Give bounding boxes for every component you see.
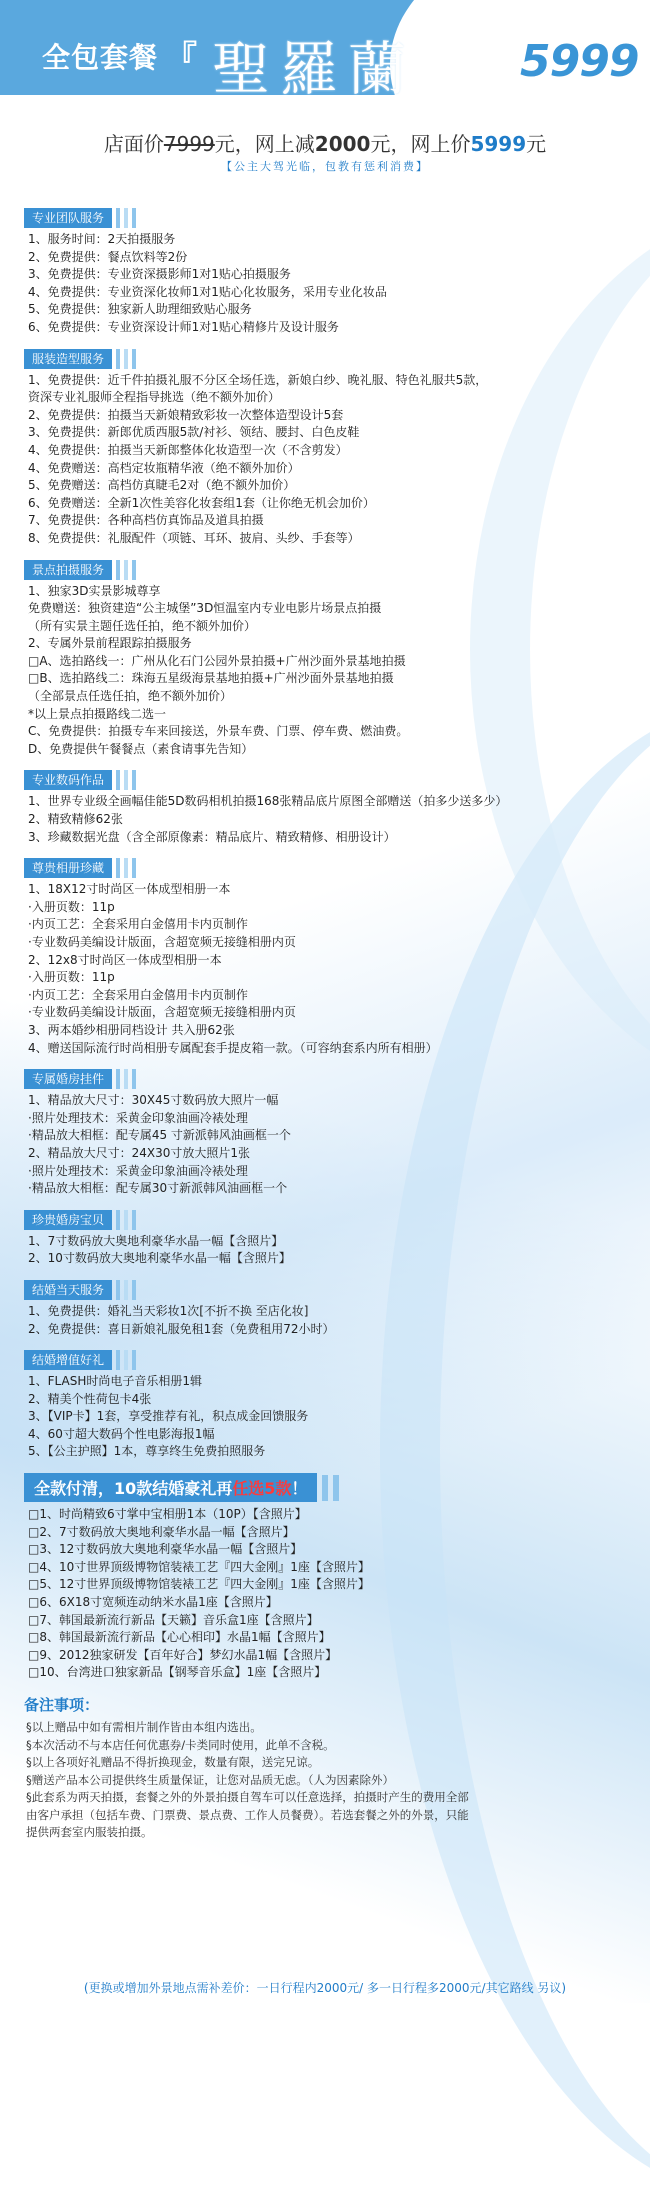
bonus-tail: ！ (291, 1479, 308, 1499)
title-accent-bar (333, 1475, 339, 1501)
section-item: ·专业数码美编设计版面，含超宽频无接缝相册内页 (28, 1005, 296, 1020)
title-accent-bar (116, 1350, 120, 1370)
section-title: 专业数码作品 (24, 770, 112, 790)
footer-note: (更换或增加外景地点需补差价：一日行程内2000元/ 多一日行程多2000元/其它路线 另议) (83, 1981, 567, 1995)
title-accent-bar (124, 858, 128, 878)
section-item: 6、免费赠送：全新1次性美容化妆套组1套（让你绝无机会加价） (28, 495, 375, 510)
bonus-option[interactable]: □9、2012独家研发【百年好合】梦幻水晶1幅【含照片】 (28, 1647, 338, 1662)
header-price: 5999 (520, 36, 639, 87)
section-item: （全部景点任选任拍，绝不额外加价） (28, 689, 233, 704)
section-header (24, 560, 634, 580)
price-line (0, 128, 650, 157)
section-title: 专业团队服务 (24, 208, 112, 228)
section-title: 服装造型服务 (24, 349, 112, 369)
title-accent-bar (132, 858, 136, 878)
section-item: 6、免费提供：专业资深设计师1对1贴心精修片及设计服务 (28, 319, 339, 334)
section-item: 8、免费提供：礼服配件（项链、耳环、披肩、头纱、手套等） (28, 530, 360, 545)
section-title: 结婚增值好礼 (24, 1350, 112, 1370)
section-item: 4、赠送国际流行时尚相册专属配套手提皮箱一款。（可容纳套系内所有相册） (28, 1040, 438, 1055)
title-accent-bar (116, 349, 120, 369)
bonus-highlight: 任选5款 (232, 1479, 292, 1499)
section-item: 3、【VIP卡】1套，享受推荐有礼，积点成金回馈服务 (28, 1409, 309, 1424)
section (24, 770, 634, 846)
online-price-label: 元，网上价 (370, 132, 471, 156)
section-item: 4、60寸超大数码个性电影海报1幅 (28, 1426, 215, 1441)
section-item: 5、免费赠送：高档仿真睫毛2对（绝不额外加价） (28, 478, 296, 493)
section (24, 560, 634, 759)
section-item: C、免费提供：拍摄专车来回接送，外景车费、门票、停车费、燃油费。 (28, 724, 409, 739)
bonus-option[interactable]: □7、韩国最新流行新品【天籁】音乐盒1座【含照片】 (28, 1612, 319, 1627)
bonus-title (24, 1473, 317, 1502)
bonus-option[interactable]: □3、12寸数码放大奥地利豪华水晶一幅【含照片】 (28, 1542, 303, 1557)
section (24, 1210, 634, 1268)
note-item: §以上各项好礼赠品不得折换现金，数量有限，送完兄谅。 (26, 1755, 320, 1769)
section-item: 1、服务时间：2天拍摄服务 (28, 232, 176, 246)
note-item: §此套系为两天拍摄，套餐之外的外景拍摄自驾车可以任意选择，拍摄时产生的费用全部 (26, 1790, 469, 1804)
slogan: 【公主大驾光临，包教有惩利消费】 (221, 160, 429, 173)
title-accent-bar (124, 1350, 128, 1370)
section (24, 858, 634, 1057)
notes-section (24, 1694, 634, 1842)
note-item: 由客户承担（包括车费、门票费、景点费、工作人员餐费）。若选套餐之外的外景，只能 (26, 1807, 469, 1822)
title-accent-bar (132, 208, 136, 228)
section-item: ·专业数码美编设计版面，含超宽频无接缝相册内页 (28, 935, 296, 949)
section-header (24, 858, 634, 878)
section-item: 2、精品放大尺寸：24X30寸放大照片1张 (28, 1145, 251, 1160)
section-item: 资深专业礼服师全程指导挑选（绝不额外加价） (28, 390, 281, 405)
section-item: D、免费提供午餐餐点（素食请事先告知） (28, 741, 254, 756)
section-item: □B、选拍路线二：珠海五星级海景基地拍摄+广州沙面外景基地拍摄 (28, 671, 394, 686)
title-accent-bar (116, 858, 120, 878)
title-accent-bar (116, 560, 120, 580)
title-accent-bar (124, 770, 128, 790)
title-accent-bar (116, 1210, 120, 1230)
section-item: （所有实景主题任选任拍，绝不额外加价） (28, 618, 257, 633)
title-accent-bar (124, 1280, 128, 1300)
section-item: ·精品放大相框：配专属30寸新派韩风油画框一个 (28, 1181, 288, 1196)
section-item: 4、免费提供：专业资深化妆师1对1贴心化妆服务，采用专业化妆品 (28, 284, 387, 299)
sections-container (24, 208, 634, 1842)
title-accent-bar (132, 560, 136, 580)
currency-unit: 元 (526, 132, 547, 156)
note-item: §本次活动不与本店任何优惠券/卡类同时使用，此单不含税。 (26, 1737, 335, 1752)
section-item: 5、【公主护照】1本，尊享终生免费拍照服务 (28, 1444, 266, 1459)
discount-value: 2000 (314, 132, 371, 156)
section-item: 2、精致精修62张 (28, 812, 123, 827)
section-title: 景点拍摄服务 (24, 560, 112, 580)
online-price-value: 5999 (470, 132, 527, 156)
section-item: 免费赠送：独资建造“公主城堡”3D恒温室内专业电影片场景点拍摄 (28, 601, 382, 616)
header-banner (0, 0, 650, 95)
title-accent-bar (124, 1210, 128, 1230)
bonus-option[interactable]: □10、台湾进口独家新品【钢琴音乐盒】1座【含照片】 (28, 1665, 327, 1680)
title-accent-bar (124, 560, 128, 580)
section-title: 结婚当天服务 (24, 1280, 112, 1300)
bonus-option[interactable]: □4、10寸世界顶级博物馆装裱工艺『四大金刚』1座【含照片】 (28, 1559, 370, 1574)
section-title: 尊贵相册珍藏 (24, 858, 112, 878)
bonus-option[interactable]: □1、时尚精致6寸掌中宝相册1本（10P）【含照片】 (28, 1507, 307, 1522)
note-item: §以上赠品中如有需相片制作皆由本组内选出。 (26, 1720, 262, 1734)
section-item: 1、7寸数码放大奥地利豪华水晶一幅【含照片】 (28, 1233, 284, 1248)
section-item: 1、独家3D实景影城尊享 (28, 583, 161, 598)
section (24, 1069, 634, 1198)
package-name: 聖羅蘭 (212, 35, 417, 95)
bonus-option[interactable]: □6、6X18寸宽频连动纳米水晶1座【含照片】 (28, 1595, 278, 1610)
section-item: 1、FLASH时尚电子音乐相册1辑 (28, 1374, 202, 1389)
title-accent-bar (132, 1350, 136, 1370)
title-accent-bar (132, 1280, 136, 1300)
section-item: ·照片处理技术：采黄金印象油画冷裱处理 (28, 1163, 248, 1178)
section (24, 349, 634, 548)
section-item: 2、精美个性荷包卡4张 (28, 1391, 152, 1406)
section-item: 7、免费提供：各种高档仿真饰品及道具拍摄 (28, 513, 264, 528)
section-item: ·照片处理技术：采黄金印象油画冷裱处理 (28, 1110, 248, 1125)
section (24, 1350, 634, 1461)
section-item: ·精品放大相框：配专属45 寸新派韩风油画框一个 (28, 1128, 291, 1143)
notes-title: 备注事项： (24, 1696, 100, 1714)
note-item: §赠送产品本公司提供终生质量保证，让您对品质无虑。（人为因素除外） (26, 1772, 394, 1787)
bonus-header (24, 1473, 634, 1502)
store-price-label: 店面价 (103, 132, 164, 156)
section-header (24, 770, 634, 790)
section-item: ·入册页数：11p (28, 970, 115, 985)
section-item: 4、免费赠送：高档定妆瓶精华液（绝不额外加价） (28, 460, 300, 475)
title-accent-bar (124, 1069, 128, 1089)
section-item: 2、免费提供：拍摄当天新娘精致彩妆一次整体造型设计5套 (28, 407, 344, 422)
note-item: 提供两套室内服装拍摄。 (26, 1825, 153, 1839)
title-accent-bar (132, 349, 136, 369)
title-accent-bar (132, 1069, 136, 1089)
section-item: ·内页工艺：全套采用白金僖用卡内页制作 (28, 987, 248, 1002)
title-accent-bar (116, 208, 120, 228)
section-item: 1、精品放大尺寸：30X45寸数码放大照片一幅 (28, 1093, 279, 1108)
bonus-option[interactable]: □2、7寸数码放大奥地利豪华水晶一幅【含照片】 (28, 1524, 295, 1539)
title-accent-bar (132, 770, 136, 790)
package-label: 全包套餐 (42, 41, 159, 74)
section-item: 2、专属外景前程跟踪拍摄服务 (28, 636, 192, 651)
title-accent-bar (116, 770, 120, 790)
section-item: *以上景点拍摄路线二选一 (28, 706, 167, 721)
section-item: 2、12x8寸时尚区一体成型相册一本 (28, 952, 222, 967)
title-accent-bar (124, 208, 128, 228)
section-header (24, 349, 634, 369)
section-item: 3、免费提供：专业资深摄影师1对1贴心拍摄服务 (28, 267, 291, 282)
bracket-close: 』 (440, 38, 473, 76)
section-item: 1、免费提供：婚礼当天彩妆1次[不折不换 至店化妆] (28, 1303, 309, 1318)
section-item: 2、免费提供：喜日新娘礼服免租1套（免费租用72小时） (28, 1321, 335, 1336)
section-item: 2、免费提供：餐点饮料等2份 (28, 249, 188, 264)
title-accent-bar (116, 1069, 120, 1089)
title-accent-bar (116, 1280, 120, 1300)
section-header (24, 1069, 634, 1089)
section-item: 5、免费提供：独家新人助理细致贴心服务 (28, 302, 252, 317)
bonus-section (24, 1473, 634, 1682)
store-price-value: 7999 (163, 132, 215, 156)
discount-label: 元，网上减 (214, 132, 315, 156)
section-item: 1、18X12寸时尚区一体成型相册一本 (28, 882, 231, 897)
section-item: 4、免费提供：拍摄当天新郎整体化妆造型一次（不含剪发） (28, 442, 348, 457)
title-accent-bar (322, 1475, 328, 1501)
section-item: 3、珍藏数据光盘（含全部原像素：精品底片、精致精修、相册设计） (28, 829, 396, 844)
section-item: ·内页工艺：全套采用白金僖用卡内页制作 (28, 917, 248, 932)
bonus-lead: 全款付清，10款结婚豪礼再 (34, 1479, 233, 1499)
section-header (24, 1280, 634, 1300)
section-item: ·入册页数：11p (28, 899, 115, 914)
section-item: 1、世界专业级全画幅佳能5D数码相机拍摄168张精品底片原图全部赠送（拍多少送多少） (28, 794, 508, 809)
title-accent-bar (132, 1210, 136, 1230)
section-item: 3、免费提供：新郎优质西服5款/衬衫、领结、腰封、白色皮鞋 (28, 425, 360, 440)
section-header (24, 208, 634, 228)
bracket-open: 『 (165, 38, 198, 76)
title-accent-bar (124, 349, 128, 369)
section-header (24, 1210, 634, 1230)
section-item: 2、10寸数码放大奥地利豪华水晶一幅【含照片】 (28, 1251, 291, 1266)
section-title: 珍贵婚房宝贝 (24, 1210, 112, 1230)
section (24, 208, 634, 337)
section-header (24, 1350, 634, 1370)
section (24, 1280, 634, 1338)
section-item: □A、选拍路线一：广州从化石门公园外景拍摄+广州沙面外景基地拍摄 (28, 653, 406, 668)
section-item: 3、两本婚纱相册同档设计 共入册62张 (28, 1022, 235, 1037)
bonus-option[interactable]: □5、12寸世界顶级博物馆装裱工艺『四大金刚』1座【含照片】 (28, 1577, 370, 1592)
bonus-option[interactable]: □8、韩国最新流行新品【心心相印】水晶1幅【含照片】 (28, 1630, 331, 1645)
section-title: 专属婚房挂件 (24, 1069, 112, 1089)
section-item: 1、免费提供：近千件拍摄礼服不分区全场任选，新娘白纱、晚礼服、特色礼服共5款， (28, 372, 488, 387)
